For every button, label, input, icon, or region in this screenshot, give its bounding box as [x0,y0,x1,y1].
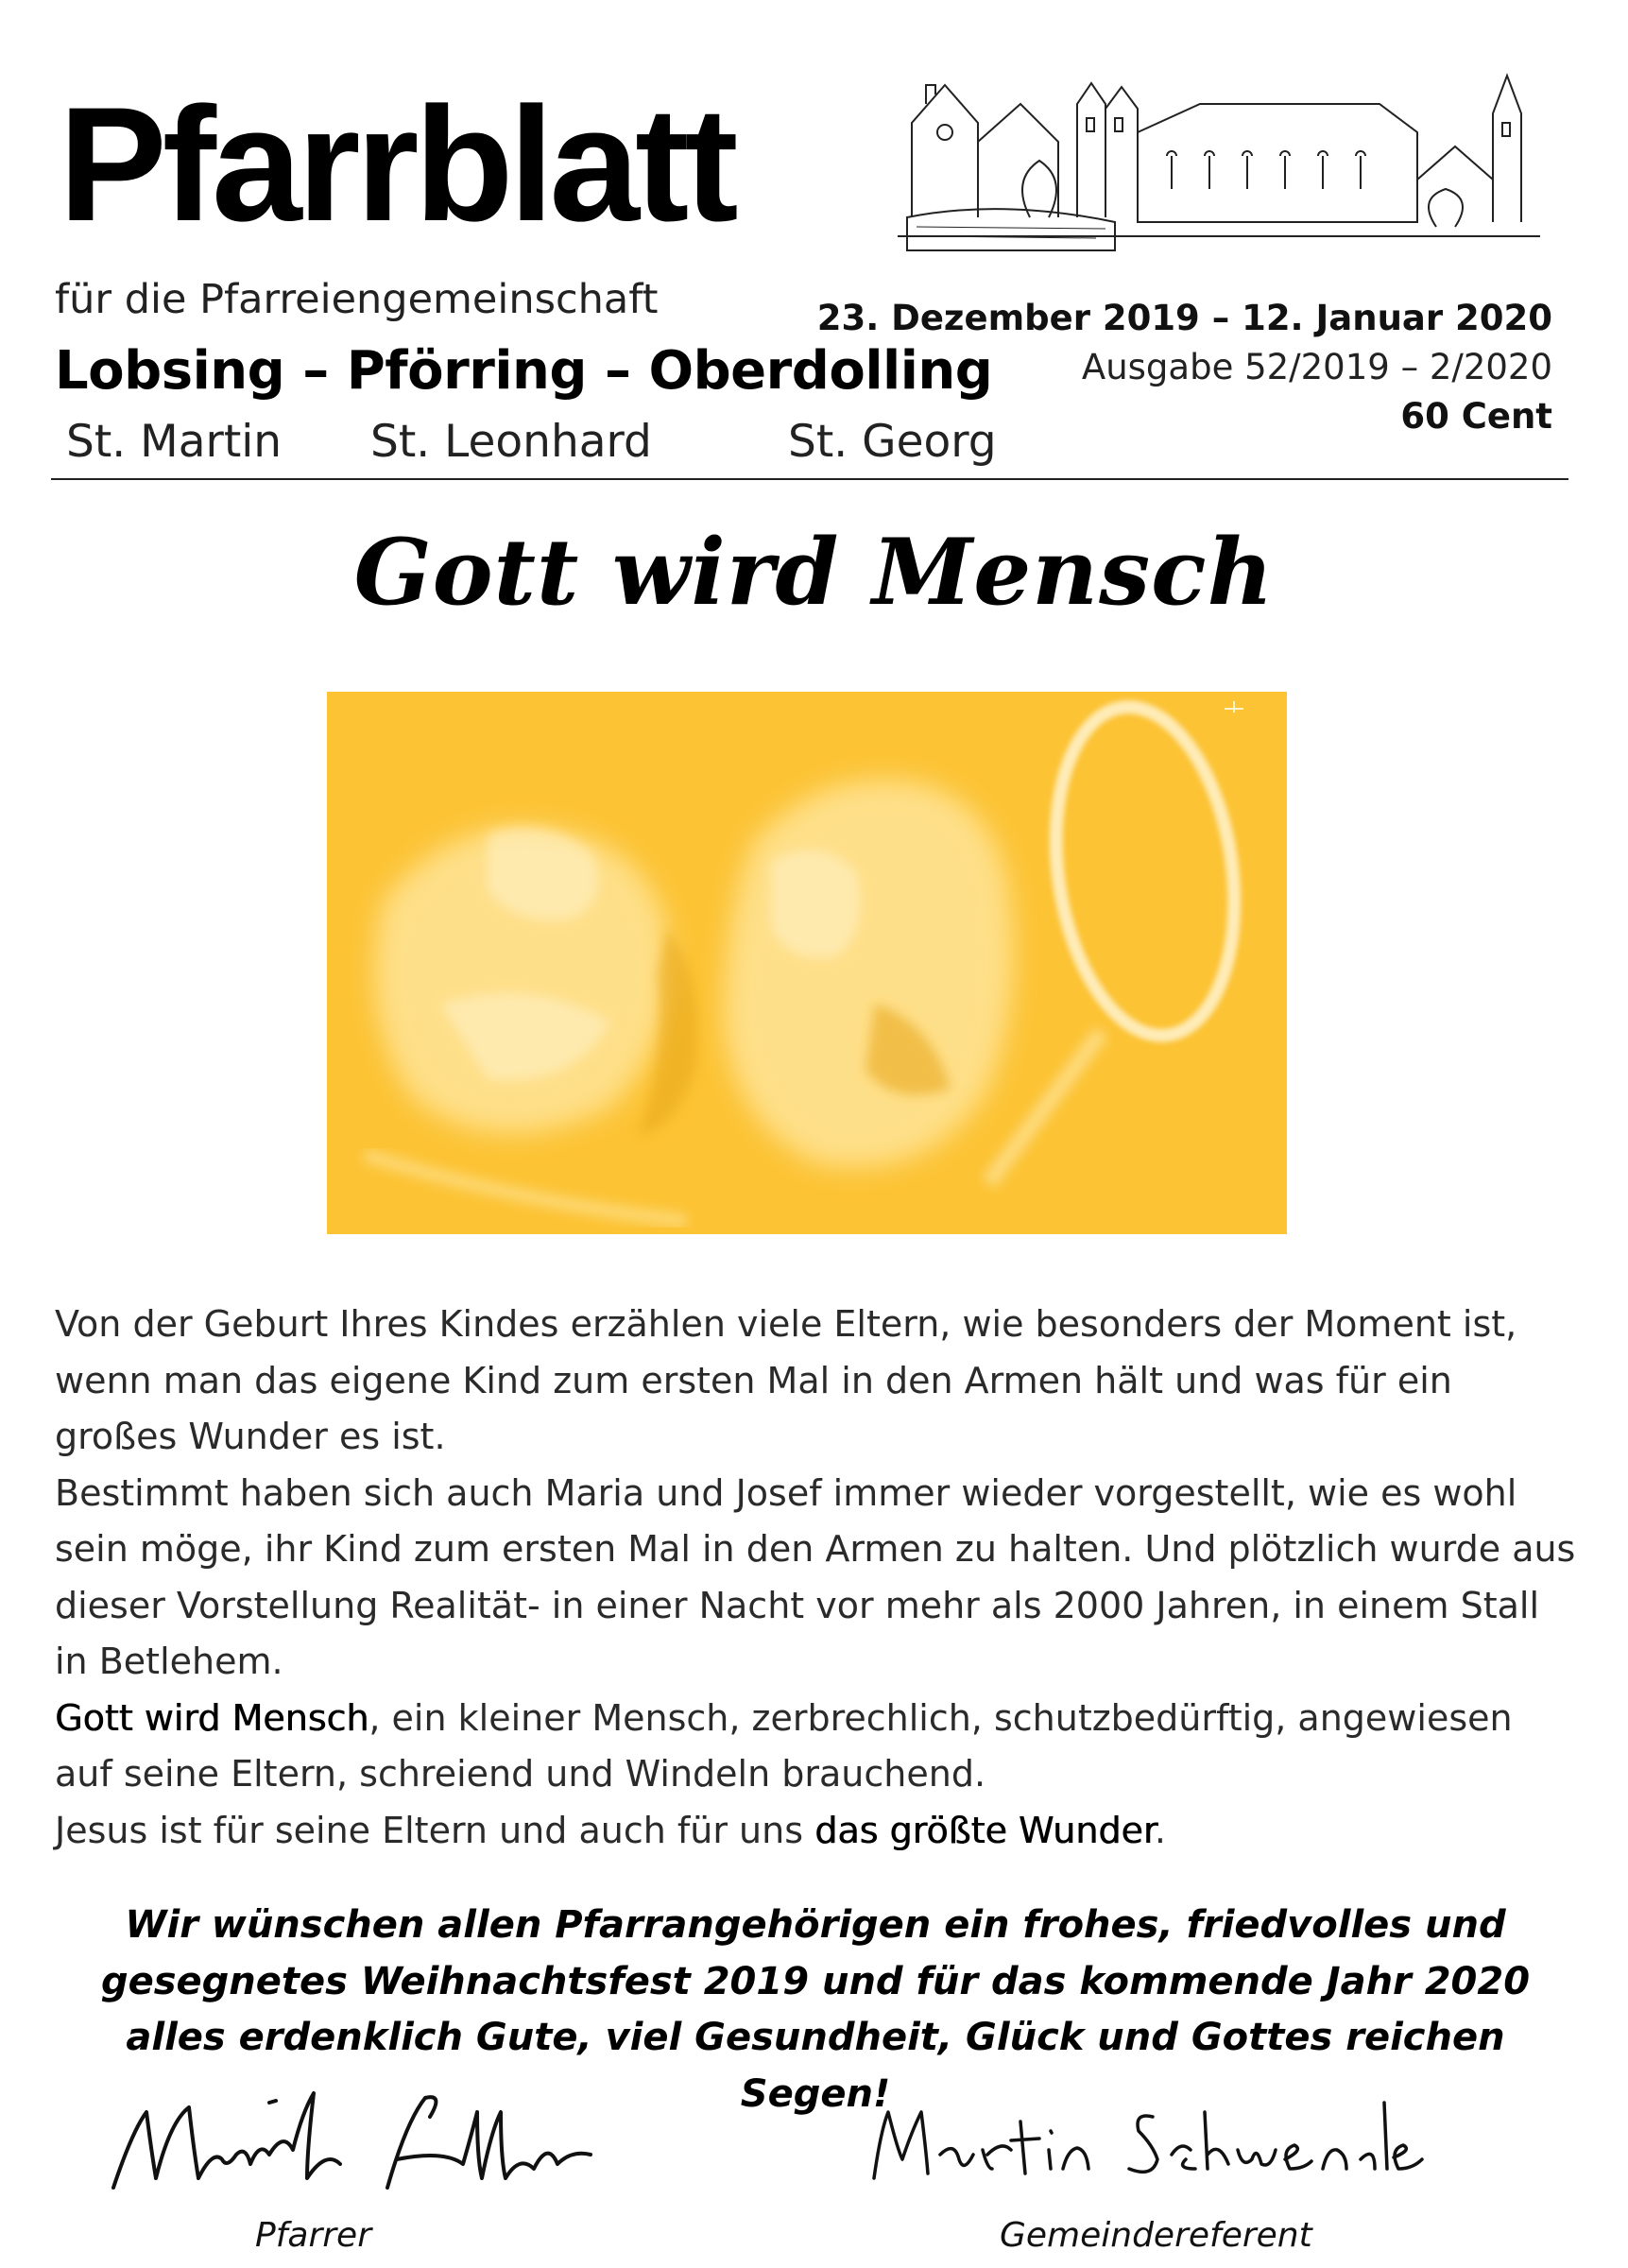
article-paragraph: Bestimmt haben sich auch Maria und Josef immer wieder vorgestellt, wie es wohl sein möge, ihr Kind zum ersten Mal in den Armen zu halten. Und plötzlich wurde aus dieser Vorstellung Realität- in einer Nacht vor mehr als 2000 Jahren, in einem Stall in Betlehem. [55,1471,1576,1682]
article-text: . [1154,1809,1166,1851]
saint-martin: St. Martin [66,416,283,468]
emphasis-text: Gott wird Mensch [55,1696,369,1739]
ultrasound-baby-halo-image [327,692,1287,1234]
article-body [55,1297,1576,1859]
parish-names: Lobsing – Pförring – Oberdolling [55,340,993,402]
masthead-title: Pfarrblatt [59,74,734,255]
signature-gemeindereferent [869,2074,1436,2207]
role-pfarrer: Pfarrer [255,2216,371,2255]
issue-edition: Ausgabe 52/2019 – 2/2020 [1081,347,1552,387]
article-paragraph [55,1691,1576,1803]
issue-dates: 23. Dezember 2019 – 12. Januar 2020 [816,298,1552,338]
masthead-subtitle: für die Pfarreiengemeinschaft [55,276,659,323]
article-paragraph [55,1803,1576,1860]
headline: Gott wird Mensch [353,519,1275,626]
article-text: Jesus ist für seine Eltern und auch für uns [55,1809,815,1851]
header-divider [51,478,1568,480]
signature-pfarrer [104,2074,614,2207]
saint-leonhard: St. Leonhard [370,416,652,468]
church-drawing-icon [888,66,1550,255]
emphasis-text: das größte Wunder [814,1809,1155,1851]
article-paragraph: Von der Geburt Ihres Kindes erzählen viele Eltern, wie besonders der Moment ist, wenn man das eigene Kind zum ersten Mal in den Armen hält und was für ein großes Wunder es ist. [55,1303,1517,1457]
issue-price: 60 Cent [1400,396,1552,437]
saint-georg: St. Georg [788,416,997,468]
role-gemeindereferent: Gemeindereferent [1000,2216,1312,2255]
article-text: , ein kleiner Mensch, zerbrechlich, schutzbedürftig, angewiesen auf seine Eltern, schreiend und Windeln brauchend. [55,1696,1513,1795]
christmas-blessing: Wir wünschen allen Pfarrangehörigen ein frohes, friedvolles und gesegnetes Weihnachtsfest 2019 und für das kommende Jahr 2020 alles erdenklich Gute, viel Gesundheit, Glück und Gottes reichen Segen! [100,1903,1531,2116]
